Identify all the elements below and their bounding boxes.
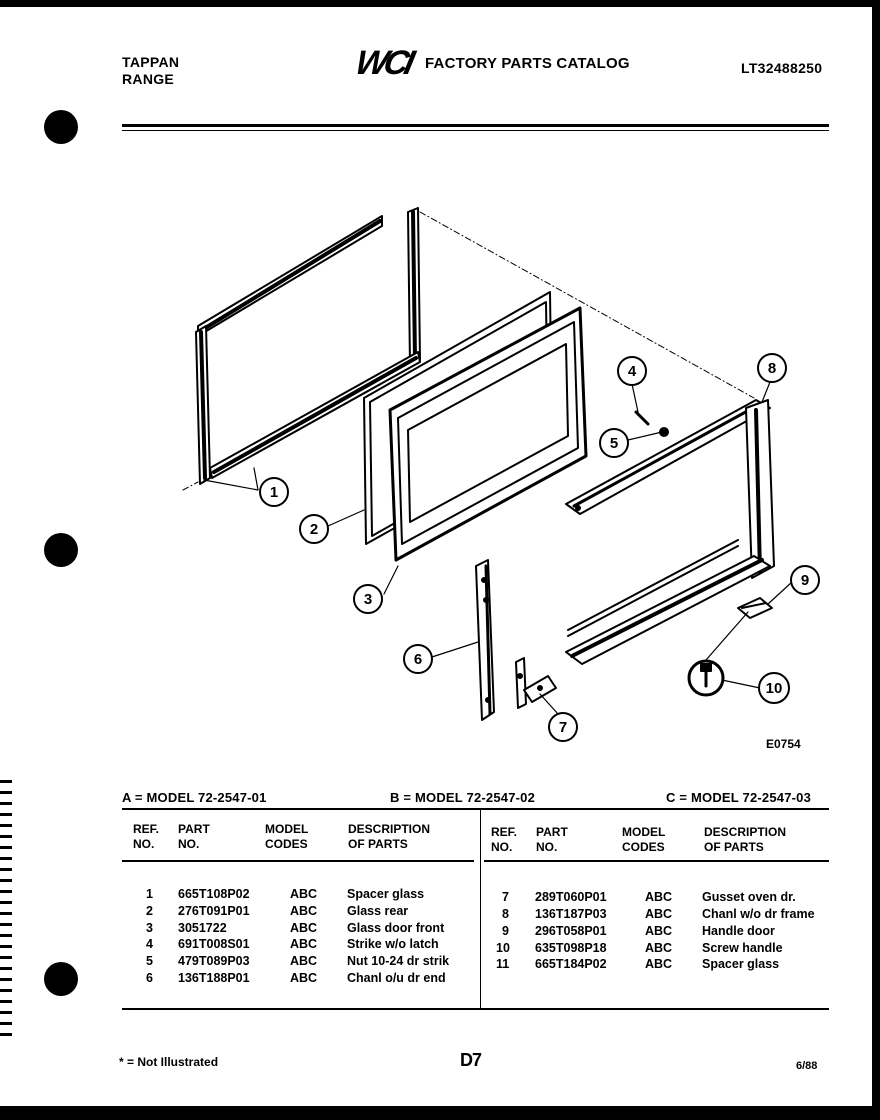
ref-cell: 4 [146, 937, 153, 951]
codes-cell: ABC [645, 890, 673, 904]
part-cell: 296T058P01 [535, 924, 607, 938]
part-cell: 289T060P01 [535, 890, 607, 904]
part-gusset [516, 658, 556, 708]
desc-cell: Chanl o/u dr end [347, 971, 446, 985]
header-part-no: PART NO. [536, 825, 568, 854]
callout-number: 6 [413, 651, 423, 668]
part-cell: 136T187P03 [535, 907, 607, 921]
catalog-id: LT32488250 [741, 60, 823, 76]
part-cell: 3051722 [178, 921, 227, 935]
model-a: A = MODEL 72-2547-01 [122, 790, 267, 805]
codes-cell: ABC [645, 907, 673, 921]
header-model-codes: MODEL CODES [265, 822, 309, 851]
part-cell: 479T089P03 [178, 954, 250, 968]
codes-cell: ABC [645, 941, 673, 955]
callout-4 [618, 357, 646, 385]
callout-number: 10 [765, 680, 783, 697]
callout-number: 4 [627, 363, 637, 380]
codes-cell: ABC [290, 904, 318, 918]
table-bottom-rule [122, 1008, 829, 1010]
brand-line-2: RANGE [122, 71, 175, 87]
codes-cell: ABC [290, 954, 318, 968]
codes-cell: ABC [645, 957, 673, 971]
callout-7 [549, 713, 577, 741]
page-border-bottom [0, 1106, 880, 1120]
callout-number: 8 [767, 360, 777, 377]
desc-cell: Screw handle [702, 941, 783, 955]
ref-cell: 9 [502, 924, 509, 938]
callout-number: 1 [269, 484, 279, 501]
part-cell: 276T091P01 [178, 904, 250, 918]
part-screw [689, 661, 723, 695]
callout-5 [600, 429, 628, 457]
desc-cell: Handle door [702, 924, 775, 938]
ref-cell: 6 [146, 971, 153, 985]
part-handle [738, 598, 772, 618]
table-header-rule-right [484, 860, 829, 862]
model-c: C = MODEL 72-2547-03 [666, 790, 812, 805]
catalog-title: FACTORY PARTS CATALOG [425, 55, 630, 72]
part-channel-door-frame [566, 400, 774, 664]
ref-cell: 5 [146, 954, 153, 968]
ref-cell: 7 [502, 890, 509, 904]
model-b: B = MODEL 72-2547-02 [390, 790, 536, 805]
ref-cell: 8 [502, 907, 509, 921]
header-ref-no: REF. NO. [133, 822, 160, 851]
brand-line-1: TAPPAN [122, 54, 180, 70]
wci-logo: WCI [352, 44, 415, 82]
callout-8 [758, 354, 786, 382]
callout-2 [300, 515, 328, 543]
header-ref-no: REF. NO. [491, 825, 518, 854]
callout-9 [791, 566, 819, 594]
part-channel-end [476, 560, 494, 720]
ref-cell: 11 [496, 957, 510, 971]
part-cell: 136T188P01 [178, 971, 250, 985]
revision-date: 6/88 [796, 1060, 818, 1072]
part-cell: 691T008S01 [178, 937, 250, 951]
callout-number: 3 [363, 591, 373, 608]
desc-cell: Spacer glass [347, 887, 425, 901]
codes-cell: ABC [290, 937, 318, 951]
page-number: D7 [460, 1050, 482, 1070]
punch-hole [44, 962, 78, 996]
callout-number: 9 [800, 572, 810, 589]
callout-6 [404, 645, 432, 673]
ref-cell: 1 [146, 887, 153, 901]
desc-cell: Glass rear [347, 904, 409, 918]
desc-cell: Gusset oven dr. [702, 890, 796, 904]
callout-1 [260, 478, 288, 506]
desc-cell: Glass door front [347, 921, 445, 935]
callout-3 [354, 585, 382, 613]
part-cell: 635T098P18 [535, 941, 607, 955]
header-model-codes: MODEL CODES [622, 825, 666, 854]
binding-edge-marks [0, 780, 14, 1080]
codes-cell: ABC [645, 924, 673, 938]
callout-number: 7 [558, 719, 568, 736]
callout-10 [759, 673, 789, 703]
header-description: DESCRIPTION OF PARTS [348, 822, 431, 851]
callout-number: 5 [609, 435, 619, 452]
table-column-divider [480, 810, 481, 1008]
codes-cell: ABC [290, 887, 318, 901]
ref-cell: 2 [146, 904, 153, 918]
header-description: DESCRIPTION OF PARTS [704, 825, 787, 854]
desc-cell: Spacer glass [702, 957, 780, 971]
not-illustrated-note: * = Not Illustrated [119, 1055, 219, 1069]
ref-cell: 3 [146, 921, 153, 935]
part-strike-and-nut [636, 412, 668, 436]
codes-cell: ABC [290, 971, 318, 985]
codes-cell: ABC [290, 921, 318, 935]
header-part-no: PART NO. [178, 822, 210, 851]
callout-number: 2 [309, 521, 319, 538]
part-cell: 665T108P02 [178, 887, 250, 901]
desc-cell: Strike w/o latch [347, 937, 439, 951]
desc-cell: Nut 10-24 dr strik [347, 954, 450, 968]
diagram-code: E0754 [766, 737, 801, 751]
part-cell: 665T184P02 [535, 957, 607, 971]
desc-cell: Chanl w/o dr frame [702, 907, 815, 921]
ref-cell: 10 [496, 941, 510, 955]
table-header-rule-left [122, 860, 474, 862]
table-top-rule [122, 808, 829, 810]
